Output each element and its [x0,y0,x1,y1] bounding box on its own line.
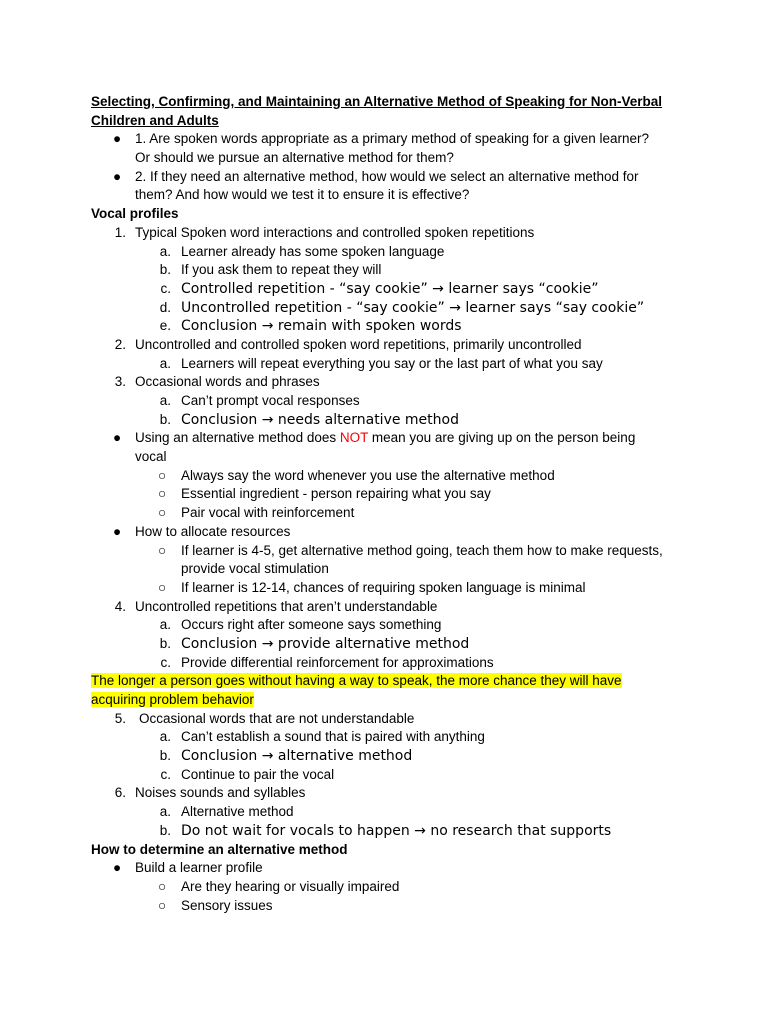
intro-bullet-2-cont [91,186,691,205]
list-item-text: Learners will repeat everything you say or the last part of what you say [181,355,603,371]
list-number: 5. [114,710,126,726]
sub-bullet-text: Pair vocal with reinforcement [181,505,355,521]
circle-marker: ○ [158,897,167,913]
list-item-text: Conclusion → remain with spoken words [181,318,462,335]
bullet-marker: ● [113,168,122,184]
list-letter: b. [159,411,171,427]
list-letter: b. [159,262,171,278]
sub-bullet [91,878,691,897]
list-item-text: Do not wait for vocals to happen → no research that supports [181,822,612,839]
list-item-text: Provide differential reinforcement for approximations [181,654,494,670]
highlighted-note-line2: acquiring problem behavior [91,692,254,708]
list-item-text: Alternative method [181,804,294,820]
profile-4-item-a [91,616,691,635]
list-letter: b. [159,748,171,764]
list-item-text: Continue to pair the vocal [181,766,335,782]
circle-marker: ○ [158,486,167,502]
profile-4 [91,598,691,617]
profile-3-text: Occasional words and phrases [135,374,320,390]
profile-1-item-b [91,261,691,280]
list-letter: a. [159,355,171,371]
sub-bullet-text: If learner is 4-5, get alternative method going, teach them how to make requests, [181,542,663,558]
profile-4-item-b [91,635,691,654]
bullet-build-profile [91,859,691,878]
list-item-text: Can’t prompt vocal responses [181,393,360,409]
sub-bullet-cont [91,560,691,579]
list-letter: a. [159,729,171,745]
circle-marker: ○ [158,542,167,558]
sub-bullet [91,504,691,523]
not-emphasis: NOT [339,430,369,446]
profile-2-item-a [91,355,691,374]
section-heading-vocal-profiles: Vocal profiles [91,206,179,222]
profile-3 [91,373,691,392]
intro-bullet-1 [91,130,691,149]
profile-3-item-b [91,411,691,430]
profile-1 [91,224,691,243]
bullet-build-profile-text: Build a learner profile [135,860,263,876]
intro-bullet-1-cont [91,149,691,168]
circle-marker: ○ [158,467,167,483]
bullet-not-post: mean you are giving up on the person being [368,430,636,446]
profile-4-item-c [91,654,691,673]
profile-1-item-a [91,243,691,262]
intro-bullet-1-line1: 1. Are spoken words appropriate as a primary method of speaking for a given learner? [135,131,650,147]
bullet-marker: ● [113,430,122,446]
list-letter: a. [159,393,171,409]
sub-bullet [91,542,691,561]
intro-bullet-1-line2: Or should we pursue an alternative method for them? [135,150,454,166]
list-letter: b. [159,822,171,838]
sub-bullet-text: Always say the word whenever you use the alternative method [181,467,555,483]
sub-bullet [91,485,691,504]
profile-3-item-a [91,392,691,411]
highlighted-note-line1: The longer a person goes without having a way to speak, the more chance they will have [91,673,622,689]
list-letter: e. [159,318,171,334]
bullet-not-line2: vocal [135,449,167,465]
sub-bullet [91,579,691,598]
profile-5-item-b [91,747,691,766]
circle-marker: ○ [158,878,167,894]
intro-bullet-2 [91,168,691,187]
list-number: 1. [114,224,126,240]
profile-1-text: Typical Spoken word interactions and controlled spoken repetitions [135,224,535,240]
profile-5-item-c [91,766,691,785]
intro-bullet-2-line1: 2. If they need an alternative method, how would we select an alternative method for [135,168,639,184]
document-page [91,93,691,915]
sub-bullet-text: Sensory issues [181,897,273,913]
profile-1-item-e [91,317,691,336]
bullet-not-cont [91,448,691,467]
profile-6 [91,784,691,803]
profile-5-item-a [91,728,691,747]
list-letter: a. [159,617,171,633]
profile-1-item-d [91,299,691,318]
list-item-text: Conclusion → provide alternative method [181,635,470,652]
list-item-text: Conclusion → alternative method [181,748,413,765]
sub-bullet [91,467,691,486]
profile-6-item-b [91,822,691,841]
list-item-text: Occurs right after someone says something [181,617,442,633]
sub-bullet-text: provide vocal stimulation [181,561,329,577]
intro-bullet-2-line2: them? And how would we test it to ensure it is effective? [135,187,470,203]
list-number: 3. [114,374,126,390]
profile-6-item-a [91,803,691,822]
list-item-text: If you ask them to repeat they will [181,262,382,278]
list-letter: d. [159,299,171,315]
list-letter: a. [159,804,171,820]
bullet-allocate-resources [91,523,691,542]
bullet-not-pre: Using an alternative method does [135,430,340,446]
list-letter: c. [160,654,171,670]
profile-2 [91,336,691,355]
list-number: 2. [114,336,126,352]
profile-4-text: Uncontrolled repetitions that aren’t understandable [135,598,438,614]
bullet-marker: ● [113,131,122,147]
list-item-text: Controlled repetition - “say cookie” → learner says “cookie” [181,280,599,297]
profile-6-text: Noises sounds and syllables [135,785,306,801]
bullet-marker: ● [113,860,122,876]
section-heading-determine: How to determine an alternative method [91,841,348,857]
profile-2-text: Uncontrolled and controlled spoken word repetitions, primarily uncontrolled [135,336,582,352]
list-letter: b. [159,635,171,651]
list-letter: c. [160,280,171,296]
list-item-text: Conclusion → needs alternative method [181,411,459,428]
bullet-not-giving-up [91,429,691,448]
sub-bullet [91,897,691,916]
circle-marker: ○ [158,579,167,595]
profile-5-text: Occasional words that are not understandable [139,710,415,726]
profile-5 [91,710,691,729]
document-title: Selecting, Confirming, and Maintaining an Alternative Method of Speaking for Non-Verbal Children and Adults [91,94,663,128]
list-letter: c. [160,766,171,782]
list-number: 6. [114,785,126,801]
list-item-text: Learner already has some spoken language [181,243,445,259]
bullet-marker: ● [113,523,122,539]
list-item-text: Uncontrolled repetition - “say cookie” → learner says “say cookie” [181,299,645,316]
bullet-resources-text: How to allocate resources [135,523,291,539]
profile-1-item-c [91,280,691,299]
circle-marker: ○ [158,505,167,521]
list-letter: a. [159,243,171,259]
sub-bullet-text: Essential ingredient - person repairing what you say [181,486,491,502]
list-item-text: Can’t establish a sound that is paired with anything [181,729,485,745]
list-number: 4. [114,598,126,614]
sub-bullet-text: Are they hearing or visually impaired [181,878,400,894]
highlighted-note [91,672,691,691]
highlighted-note-cont [91,691,691,710]
sub-bullet-text: If learner is 12-14, chances of requiring spoken language is minimal [181,579,586,595]
